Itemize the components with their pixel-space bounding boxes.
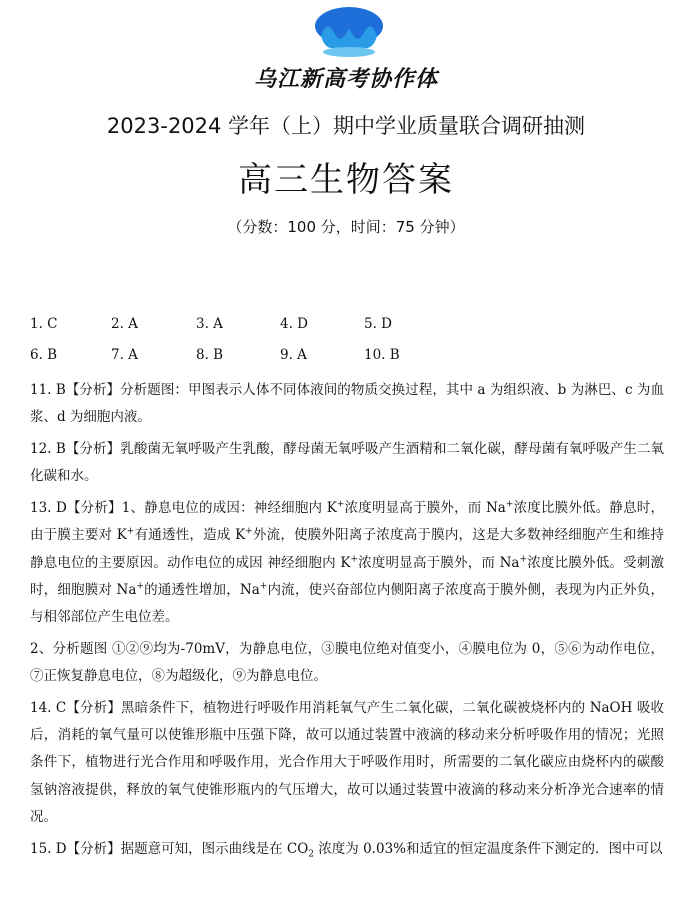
- wave-logo-icon: [313, 6, 385, 58]
- score-time-info: （分数：100 分，时间：75 分钟）: [227, 218, 465, 236]
- explanation-15: 15. D【分析】据题意可知，图示曲线是在 $CO_2$ 浓度为 0.03%和适宜的恒定温度条件下测定的．图中可以: [30, 840, 663, 860]
- logo-base: [323, 47, 375, 57]
- org-name: 乌江新高考协作体: [253, 67, 438, 92]
- explanation-13-part2: 2、分析题图 ①②⑨均为-70mV，为静息电位，③膜电位绝对值变小，④膜电位为 0，⑤⑥为动作电位，⑦正恢复静息电位，⑧为超级化，⑨为静息电位。: [30, 640, 664, 685]
- explanation-12: 12. B【分析】乳酸菌无氧呼吸产生乳酸，酵母菌无氧呼吸产生酒精和二氧化碳，酵母菌有氧呼吸产生二氧化碳和水。: [30, 440, 664, 485]
- answer-1: 1. C: [30, 316, 58, 332]
- explanation-11: 11. B【分析】分析题图：甲图表示人体不同体液间的物质交换过程，其中 a 为组织液、b 为淋巴、c 为血浆、d 为细胞内液。: [30, 382, 664, 426]
- answer-4: 4. D: [280, 316, 308, 332]
- answer-2: 2. A: [111, 316, 138, 332]
- answer-9: 9. A: [280, 347, 307, 363]
- explanations: [30, 377, 664, 867]
- answer-6: 6. B: [30, 347, 58, 363]
- answer-8: 8. B: [196, 347, 224, 363]
- logo: [313, 6, 385, 58]
- explanation-14: 14. C【分析】黑暗条件下，植物进行呼吸作用消耗氧气产生二氧化碳，二氧化碳被烧杯内的 NaOH 吸收后，消耗的氧气量可以使锥形瓶中压强下降，故可以通过装置中液滴的移动来分析呼吸作用的情况；光照条件下，植物进行光合作用和呼吸作用，光合作用大于呼吸作用时，所需要的二氧化碳应由烧杯内的碳酸氢钠溶液提供，释放的氧气使锥形瓶内的气压增大，故可以通过装置中液滴的移动来分析净光合速率的情况。: [30, 699, 664, 826]
- answer-3: 3. A: [196, 316, 223, 332]
- answer-10: 10. B: [364, 347, 400, 363]
- page-title: 高三生物答案: [238, 160, 454, 200]
- explanation-13: 13. D【分析】1、静息电位的成因：神经细胞内 K+浓度明显高于膜外，而 Na+浓度比膜外低。静息时，由于膜主要对 K+有通透性，造成 K+外流，使膜外阳离子浓度高于膜内，这是大多数神经细胞产生和维持静息电位的主要原因。动作电位的成因 神经细胞内 K+浓度明显高于膜外，而 Na+浓度比膜外低。受刺激时，细胞膜对 Na+的通透性增加，Na+内流，使兴奋部位内侧阳离子浓度高于膜外侧，表现为内正外负，与相邻部位产生电位差。: [30, 499, 665, 626]
- answer-7: 7. A: [111, 347, 138, 363]
- answer-5: 5. D: [364, 316, 392, 332]
- exam-title: 2023-2024 学年（上）期中学业质量联合调研抽测: [106, 114, 586, 138]
